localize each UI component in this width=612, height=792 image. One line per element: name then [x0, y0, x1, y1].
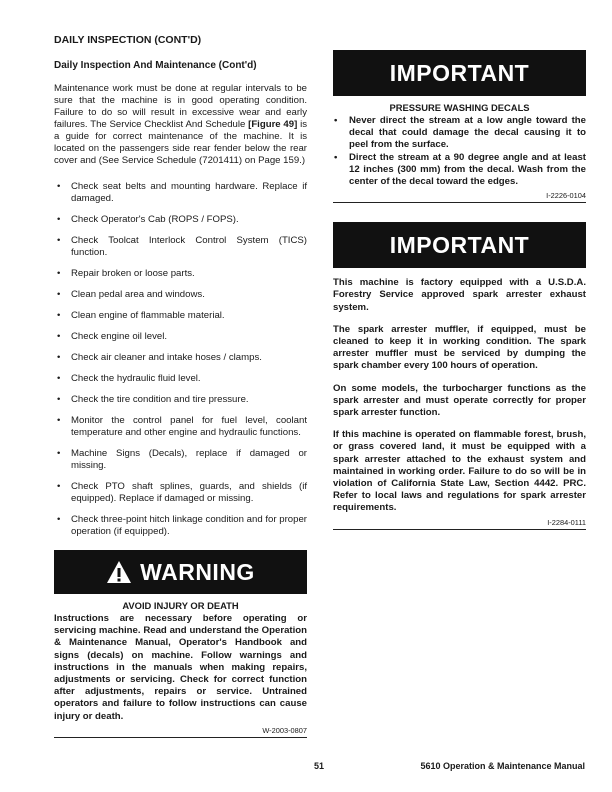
spark-arrester-paragraph: On some models, the turbocharger functions as the spark arrester and must operate correctly for proper spark arrester function. [333, 382, 586, 419]
checklist-item: • Machine Signs (Decals), replace if damaged or missing. [57, 448, 307, 471]
checklist-item: • Check PTO shaft splines, guards, and shields (if equipped). Replace if damaged or missing. [57, 481, 307, 504]
checklist-item: • Check the hydraulic fluid level. [57, 373, 201, 384]
important-code-2: I-2284-0111 [547, 517, 586, 527]
bullet-icon: • [57, 514, 61, 525]
checklist-item: • Check Operator's Cab (ROPS / FOPS). [57, 214, 239, 225]
bullet-icon: • [57, 235, 61, 246]
divider [333, 529, 586, 530]
page-number: 51 [314, 761, 325, 771]
bullet-icon: • [57, 448, 61, 459]
bullet-icon: • [334, 115, 338, 126]
section-heading: DAILY INSPECTION (CONT'D) [54, 34, 202, 46]
left-column [54, 34, 307, 738]
bullet-icon: • [57, 289, 61, 300]
checklist-item: • Clean pedal area and windows. [57, 289, 205, 300]
bullet-icon: • [57, 268, 61, 279]
important-subtitle: PRESSURE WASHING DECALS [389, 102, 530, 113]
bullet-icon: • [57, 352, 61, 363]
right-column [333, 50, 586, 530]
bullet-icon: • [334, 151, 338, 163]
warning-title: WARNING [140, 558, 255, 585]
spark-arrester-paragraph: If this machine is operated on flammable forest, brush, or grass covered land, it must be equipped with a spark arrester attached to the exhaust system and maintained in working order. Failure to do so will be in violation of California State Law, Section 4442. PRC. Refer to local laws and regulations for spark arrester requirements. [333, 429, 586, 514]
checklist-item: • Clean engine of flammable material. [57, 310, 225, 321]
bullet-icon: • [57, 373, 61, 384]
pressure-washing-list [333, 115, 586, 188]
bullet-icon: • [57, 310, 61, 321]
intro-text-1: Maintenance work must be done at regular intervals to be sure that the machine is in good operating condition. Failure to do so will result in excessive wear and early failures. The Service Checklist And Schedule [54, 83, 307, 130]
warning-triangle-icon [106, 560, 132, 584]
sub-heading: Daily Inspection And Maintenance (Cont'd) [54, 60, 257, 71]
intro-text-2: is a guide for correct maintenance of the machine. It is located on the passengers side rear fender below the rear cover and (See Service Schedule (7201411) on Page 159.) [54, 119, 308, 166]
spark-arrester-paragraph: This machine is factory equipped with a U.S.D.A. Forestry Service approved spark arrester exhaust system. [333, 277, 586, 313]
important-banner: IMPORTANT [333, 50, 586, 96]
bullet-icon: • [57, 181, 61, 192]
bullet-icon: • [57, 481, 61, 492]
checklist-item: • Check air cleaner and intake hoses / clamps. [57, 352, 262, 363]
manual-title: 5610 Operation & Maintenance Manual [420, 761, 585, 771]
warning-code: W-2003-0807 [262, 725, 307, 735]
important-banner-2: IMPORTANT [333, 222, 586, 268]
warning-text: Instructions are necessary before operating or servicing machine. Read and understand the Operation & Maintenance Manual, Operator's Handbook and signs (decals) on machine. Follow warnings and instructions in the manuals when making repairs, adjustments or servicing. Check for correct function after adjustments, repairs or service. Untrained operators and failure to follow instructions can cause injury or death. [54, 613, 307, 722]
intro-paragraph [54, 83, 307, 167]
checklist-item: • Check engine oil level. [57, 331, 167, 342]
bullet-icon: • [57, 214, 61, 225]
important-code: I-2226-0104 [546, 191, 586, 201]
warning-banner [54, 550, 307, 594]
checklist-item: • Check three-point hitch linkage condition and for proper operation (if equipped). [57, 514, 307, 537]
checklist-item: • Monitor the control panel for fuel level, coolant temperature and other engine and hydraulic functions. [57, 415, 307, 438]
spark-arrester-paragraph: The spark arrester muffler, if equipped, must be cleaned to keep it in working condition. The spark arrester muffler must be serviced by dumping the spark chamber every 100 hours of operation. [333, 323, 586, 372]
divider [54, 737, 307, 738]
bullet-icon: • [57, 394, 61, 405]
bullet-icon: • [57, 331, 61, 342]
checklist-item: • Check seat belts and mounting hardware. Replace if damaged. [57, 181, 307, 204]
warning-subtitle: AVOID INJURY OR DEATH [122, 600, 239, 611]
list-item: • Never direct the stream at a low angle toward the decal that could damage the decal causing it to peel from the surface. [334, 115, 586, 151]
checklist-item: • Check Toolcat Interlock Control System (TICS) function. [57, 235, 307, 258]
checklist-item: • Check the tire condition and tire pressure. [57, 394, 249, 405]
list-item: • Direct the stream at a 90 degree angle and at least 12 inches (300 mm) from the decal. Wash from the center of the decal toward the edges. [334, 151, 586, 188]
figure-reference: [Figure 49] [248, 119, 298, 130]
inspection-checklist [54, 181, 307, 538]
bullet-icon: • [57, 415, 61, 426]
checklist-item: • Repair broken or loose parts. [57, 268, 195, 279]
